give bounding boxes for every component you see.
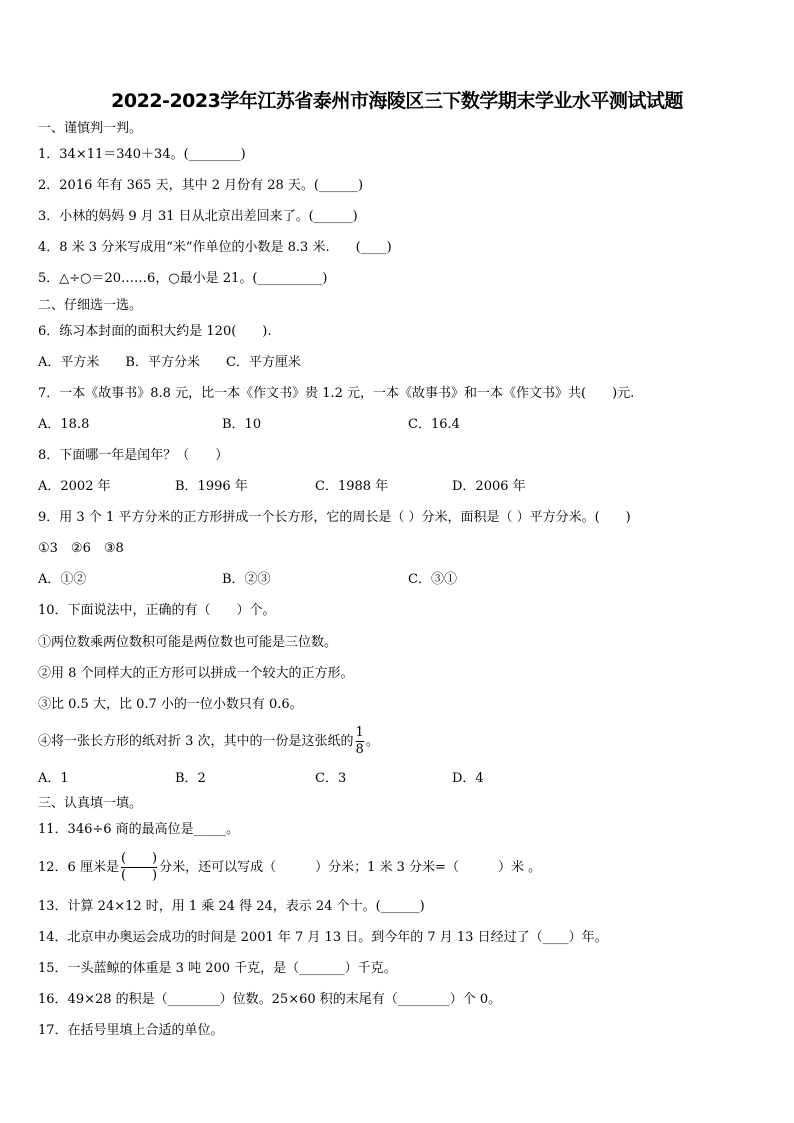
question-7: 7．一本《故事书》8.8 元，比一本《作文书》贵 1.2 元，一本《故事书》和一本《作文书》共( )元.: [38, 386, 635, 401]
question-10-option-a: A．1: [38, 771, 69, 786]
fraction-numerator: 1: [355, 725, 364, 740]
question-12-start: 12．6 厘米是: [38, 860, 119, 875]
question-9-option-b: B．②③: [222, 572, 271, 587]
question-12-end: 分米，还可以写成（ ）分米；1 米 3 分米=（ ）米 。: [159, 860, 542, 875]
section-heading-2: 二、仔细选一选。: [38, 298, 143, 313]
question-10-option-c: C．3: [315, 771, 347, 786]
question-1: 1．34×11＝340＋34。(________): [38, 147, 246, 162]
question-10-statement-4: [38, 722, 379, 762]
fraction-one-eighth: [356, 725, 364, 758]
section-heading-1: 一、谨慎判一判。: [38, 121, 143, 136]
question-3: 3．小林的妈妈 9 月 31 日从北京出差回来了。(______): [38, 209, 358, 224]
statement-4-text: ④将一张长方形的纸对折 3 次，其中的一份是这张纸的: [38, 734, 354, 749]
question-10-option-d: D．4: [452, 771, 484, 786]
question-12: [38, 846, 541, 890]
fraction-denominator: 8: [355, 742, 364, 757]
question-5: 5．△÷○＝20……6，○最小是 21。(__________): [38, 271, 328, 286]
question-8-option-d: D．2006 年: [452, 479, 526, 494]
question-10-statement-2: ②用 8 个同样大的正方形可以拼成一个较大的正方形。: [38, 666, 354, 681]
fraction-blank-numerator: ( ): [120, 851, 158, 866]
question-8: 8．下面哪一年是闰年？（ ）: [38, 448, 229, 463]
question-10-statement-3: ③比 0.5 大，比 0.7 小的一位小数只有 0.6。: [38, 697, 303, 712]
statement-4-end: 。: [365, 734, 379, 749]
question-7-option-c: C．16.4: [408, 417, 460, 432]
question-4: 4．8 米 3 分米写成用“米”作单位的小数是 8.3 米. (____): [38, 240, 392, 255]
fraction-blank-denominator: ( ): [120, 868, 158, 883]
fraction-blank: [121, 851, 157, 884]
question-10-option-b: B．2: [175, 771, 206, 786]
question-6-options: A．平方米 B．平方分米 C．平方厘米: [38, 355, 301, 370]
question-17: 17．在括号里填上合适的单位。: [38, 1023, 224, 1038]
question-14: 14．北京申办奥运会成功的时间是 2001 年 7 月 13 日。到今年的 7 月 13 日经过了（____）年。: [38, 930, 608, 945]
page-title: 2022-2023学年江苏省泰州市海陵区三下数学期末学业水平测试试题: [111, 90, 683, 112]
question-11: 11．346÷6 商的最高位是_____。: [38, 822, 240, 837]
question-9-option-c: C．③①: [408, 572, 457, 587]
question-9-list: ①3 ②6 ③8: [38, 541, 124, 556]
question-7-option-b: B．10: [222, 417, 262, 432]
question-13: 13．计算 24×12 时，用 1 乘 24 得 24，表示 24 个十。(______): [38, 899, 425, 914]
question-2: 2．2016 年有 365 天，其中 2 月份有 28 天。(______): [38, 178, 364, 193]
question-6: 6．练习本封面的面积大约是 120( ).: [38, 324, 272, 339]
question-10-statement-1: ①两位数乘两位数积可能是两位数也可能是三位数。: [38, 635, 338, 650]
question-9: 9．用 3 个 1 平方分米的正方形拼成一个长方形，它的周长是（ ）分米，面积是（ ）平方分米。( ): [38, 510, 631, 525]
question-10: 10．下面说法中，正确的有（ ）个。: [38, 603, 276, 618]
question-7-option-a: A．18.8: [38, 417, 90, 432]
question-8-option-c: C．1988 年: [315, 479, 389, 494]
question-16: 16．49×28 的积是（________）位数。25×60 积的末尾有（________）个 0。: [38, 992, 502, 1007]
section-heading-3: 三、认真填一填。: [38, 796, 143, 811]
question-8-option-a: A．2002 年: [38, 479, 111, 494]
question-8-option-b: B．1996 年: [175, 479, 248, 494]
question-15: 15．一头蓝鲸的体重是 3 吨 200 千克，是（_______）千克。: [38, 961, 397, 976]
question-9-option-a: A．①②: [38, 572, 87, 587]
